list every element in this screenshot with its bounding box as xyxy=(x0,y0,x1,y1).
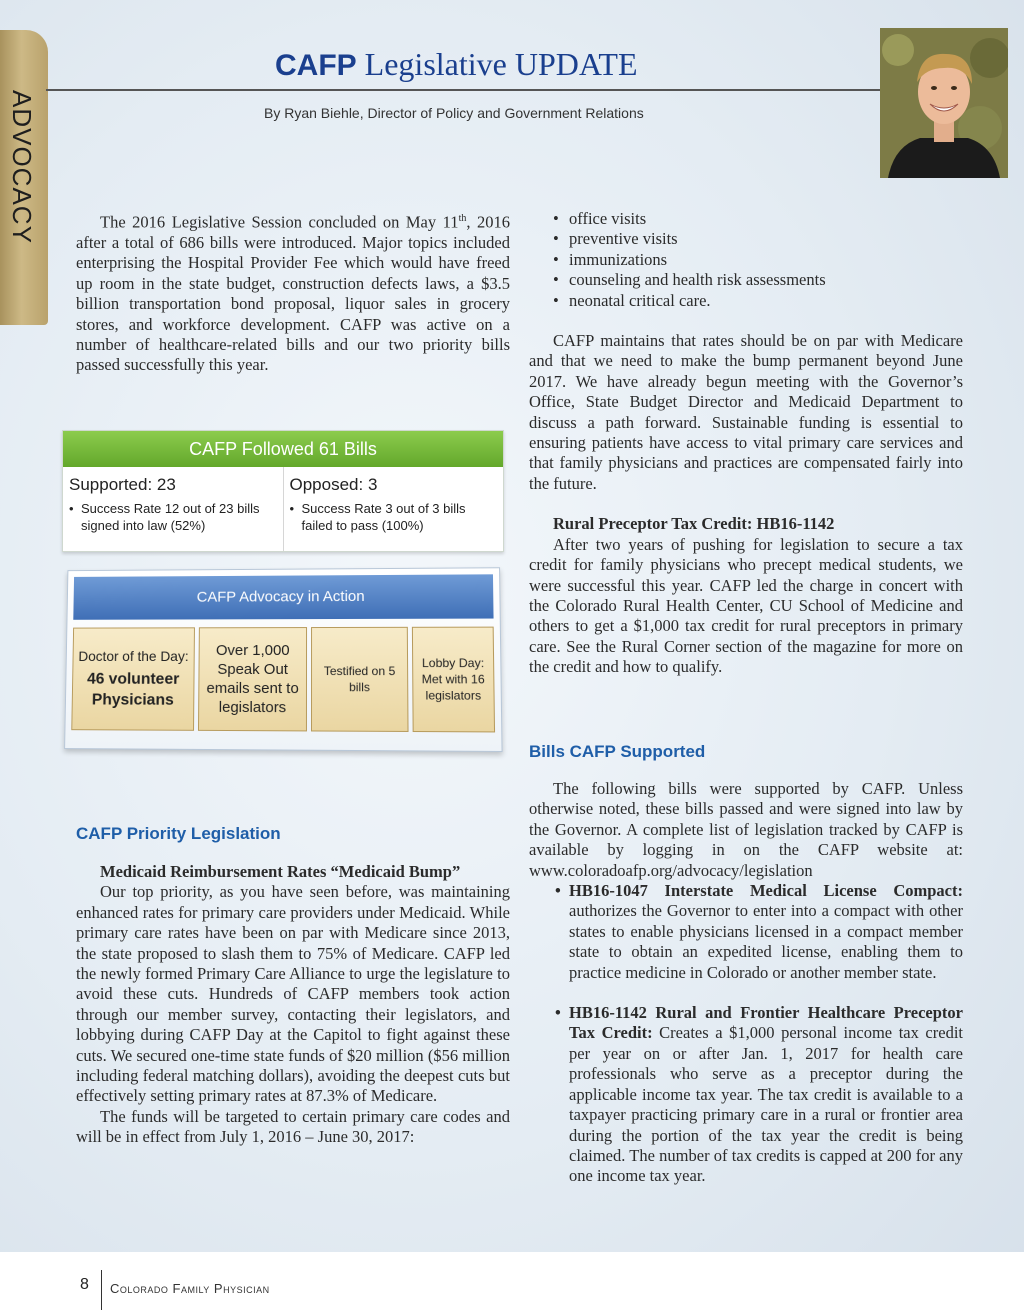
supported-bills-list xyxy=(529,881,963,1187)
title-rest: Legislative UPDATE xyxy=(364,46,638,82)
rural-paragraph: After two years of pushing for legislation to secure a tax credit for family physicians who precept medical students, we were successful this year. CAFP led the charge in concert with the Colorado Rural Health Center, CU School of Medicine and others to get a $1,000 tax credit for rural preceptors in primary care. See the Rural Corner section of the magazine for more on the credit and how to qualify. xyxy=(529,534,963,677)
opposed-cell xyxy=(283,467,504,551)
priority-heading: CAFP Priority Legislation xyxy=(76,824,281,843)
supported-cell xyxy=(63,467,283,551)
list-item xyxy=(529,1003,963,1187)
medicaid-subhead: Medicaid Reimbursement Rates “Medicaid Bump” xyxy=(100,862,461,881)
supported-text: • Success Rate 12 out of 23 bills signed into law (52%) xyxy=(69,500,277,534)
medicaid-paragraph: Our top priority, as you have seen before, was maintaining enhanced rates for primary care providers under Medicaid. While primary care rates have been on par with Medicare since 2013, the state proposed to slash them to 75% of Medicare. CAFP led the newly formed Primary Care Alliance to urge the legislature to avoid these cuts. Hundreds of CAFP members took action through our member survey, contacting their legislators, and lobbying during CAFP Day at the Capitol to fight against these cuts. We secured one-time state funds of $20 million ($56 million including federal matching dollars), avoiding the deepest cuts but effectively setting primary rates at 87.3% of Medicare. xyxy=(76,882,510,1106)
bill-description: authorizes the Governor to enter into a compact with other states to enable physicians licensed in a compact member state to obtain an expedited license, enabling them to practice medicine in Colorado or another member state. xyxy=(569,901,963,982)
advocacy-action-title: CAFP Advocacy in Action xyxy=(73,574,493,619)
intro-paragraph xyxy=(76,209,510,376)
list-item: • office visits xyxy=(529,209,963,229)
footer-divider xyxy=(101,1270,102,1310)
list-item: • neonatal critical care. xyxy=(529,291,963,311)
intro-text-b: , 2016 after a total of 686 bills were introduced. Major topics included enterprising the Hospital Provider Fee which would have freed up room in the state budget, construction defects laws, a $3.5 billion transportation bond proposal, liquor sales in grocery stores, and workforce development. CAFP was active on a number of healthcare-related bills and our two priority bills passed successfully this year. xyxy=(76,212,511,375)
section-tab xyxy=(0,30,48,325)
title-divider xyxy=(46,89,882,91)
supported-intro: The following bills were supported by CAFP. Unless otherwise noted, these bills passed and were signed into law by the Governor. A complete list of legislation tracked by CAFP is available by logging in on the CAFP website at: www.coloradoafp.org/advocacy/legislation xyxy=(529,779,963,880)
author-portrait-icon xyxy=(880,28,1008,178)
doctor-of-day-count: 46 volunteer Physicians xyxy=(86,670,180,709)
list-item: • counseling and health risk assessments xyxy=(529,270,963,290)
lobby-day-box xyxy=(412,627,495,733)
magazine-name: Colorado Family Physician xyxy=(110,1281,270,1296)
testified-box xyxy=(311,627,408,732)
par-paragraph: CAFP maintains that rates should be on par with Medicare and that we need to make the bump permanent beyond June 2017. We have already begun meeting with the Governor’s Office, State Budget Director and Medicaid Department to discuss a path forward. Sustainable funding is essential to ensuring patients have access to vital primary care services and that family physicians and practices are compensated fairly into the future. xyxy=(529,331,963,493)
supported-body xyxy=(529,779,963,1187)
bill-title: HB16-1142 Rural and Frontier Healthcare Preceptor Tax Credit: xyxy=(569,1003,963,1043)
list-item xyxy=(529,881,963,983)
intro-superscript: th xyxy=(458,213,467,224)
codes-list xyxy=(529,209,963,311)
opposed-text: • Success Rate 3 out of 3 bills failed to pass (100%) xyxy=(290,500,498,534)
page-number: 8 xyxy=(80,1276,89,1293)
supported-heading: Bills CAFP Supported xyxy=(529,742,706,761)
priority-body xyxy=(76,862,510,1148)
bill-description: Creates a $1,000 personal income tax credit per year on or after Jan. 1, 2017 for health care professionals who serve as a preceptor during the applicable income tax year. The tax credit is available to a taxpayer practicing primary care in a rural or frontier area during the portion of the tax year the credit is being claimed. The number of tax credits is capped at 200 for any one income tax year. xyxy=(569,1023,963,1186)
bills-followed-graphic xyxy=(62,430,504,552)
section-tab-label: ADVOCACY xyxy=(7,90,37,244)
title-brand: CAFP xyxy=(275,49,357,82)
list-item: • immunizations xyxy=(529,250,963,270)
intro-text-a: The 2016 Legislative Session concluded on May 11 xyxy=(100,212,459,232)
author-photo xyxy=(880,28,1008,178)
speak-out-box xyxy=(198,627,307,731)
supported-title: Supported: 23 xyxy=(69,475,176,494)
rural-subhead: Rural Preceptor Tax Credit: HB16-1142 xyxy=(553,514,835,534)
speak-out-text: Over 1,000 Speak Out emails sent to legislators xyxy=(206,642,299,717)
advocacy-action-graphic xyxy=(64,567,502,752)
bill-title: HB16-1047 Interstate Medical License Compact: xyxy=(569,881,963,901)
doctor-of-day-box xyxy=(71,627,195,731)
doctor-of-day-label: Doctor of the Day: xyxy=(78,648,189,664)
bills-followed-title: CAFP Followed 61 Bills xyxy=(63,431,503,467)
lobby-day-text: Lobby Day: Met with 16 legislators xyxy=(421,655,485,703)
list-item: • preventive visits xyxy=(529,229,963,249)
page-title xyxy=(275,48,638,81)
funds-paragraph: The funds will be targeted to certain primary care codes and will be in effect from July 1, 2016 – June 30, 2017: xyxy=(76,1106,510,1147)
byline: By Ryan Biehle, Director of Policy and Government Relations xyxy=(264,105,644,121)
testified-text: Testified on 5 bills xyxy=(323,664,396,695)
right-column-top xyxy=(529,209,963,678)
opposed-title: Opposed: 3 xyxy=(289,475,378,494)
